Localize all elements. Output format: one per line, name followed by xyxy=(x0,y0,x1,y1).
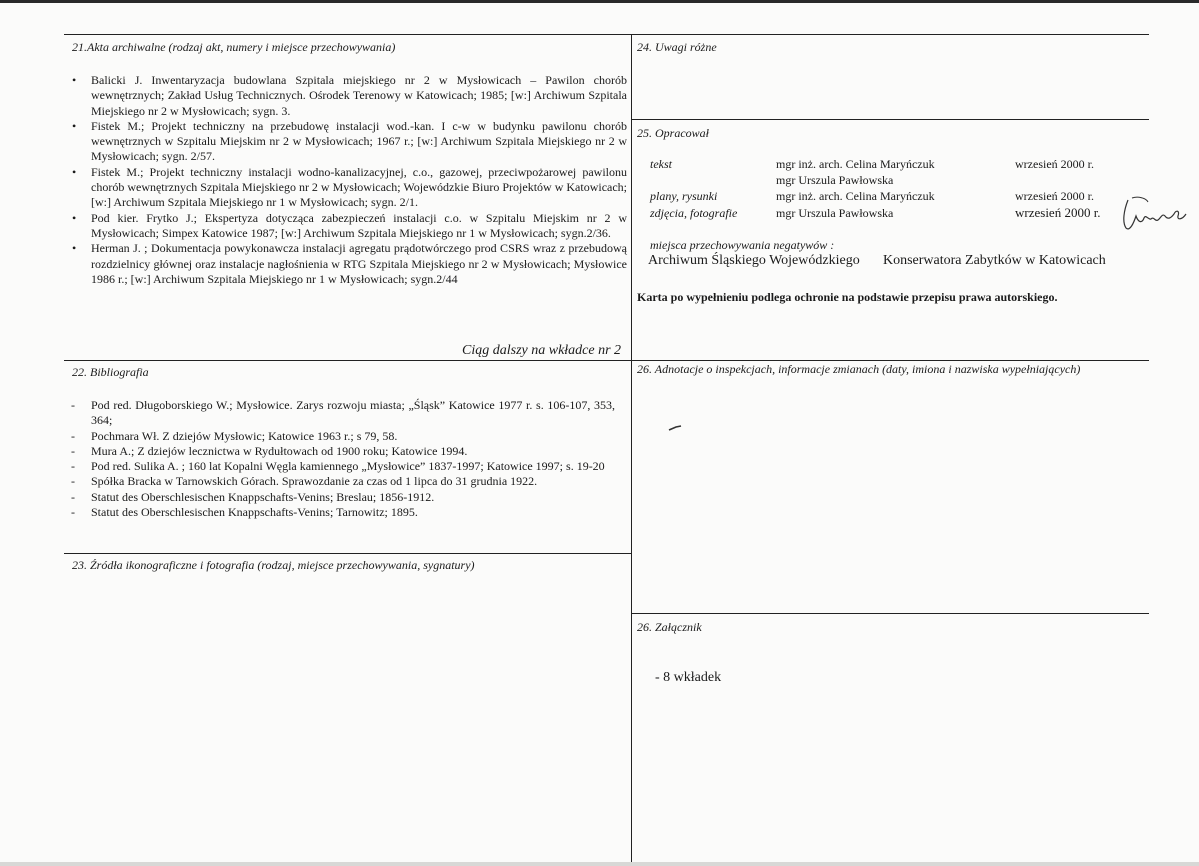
list-item: - Pochmara Wł. Z dziejów Mysłowic; Katowice 1963 r.; s 79, 58. xyxy=(63,429,627,444)
author-row-date: wrzesień 2000 r. xyxy=(1015,157,1094,171)
top-rule xyxy=(64,34,1149,35)
list-item: - Mura A.; Z dziejów lecznictwa w Rydułtowach od 1900 roku; Katowice 1994. xyxy=(63,444,627,459)
author-row-name: mgr Urszula Pawłowska xyxy=(776,173,894,187)
section-21-title: 21.Akta archiwalne (rodzaj akt, numery i miejsce przechowywania) xyxy=(72,40,396,54)
rule-26a-26b xyxy=(631,613,1149,614)
list-item: • Fistek M.; Projekt techniczny instalacji wodno-kanalizacyjnej, c.o., gazowej, przeciwpożarowej pawilonu chorób wewnętrznych Szpitala Miejskiego nr 2 w Mysłowicach; Wojewódzkie Biuro Projektów w Katowicach; [w:] Archiwum Szpitala Miejskiego nr 1 w Mysłowicach; sygn. 2/1. xyxy=(63,165,627,211)
rule-24-25 xyxy=(631,119,1149,120)
copyright-note: Karta po wypełnieniu podlega ochronie na podstawie przepisu prawa autorskiego. xyxy=(637,290,1058,304)
attachment-count: - 8 wkładek xyxy=(655,670,722,685)
author-row-label: tekst xyxy=(650,157,672,171)
page-top-edge xyxy=(0,0,1199,3)
author-row-label: zdjęcia, fotografie xyxy=(650,206,738,220)
rule-21-22 xyxy=(64,360,1149,361)
section-26-attachment-title: 26. Załącznik xyxy=(637,620,702,634)
list-item: - Spółka Bracka w Tarnowskich Górach. Sprawozdanie za czas od 1 lipca do 31 grudnia 1922. xyxy=(63,474,627,489)
author-row-name: mgr inż. arch. Celina Maryńczuk xyxy=(776,157,935,171)
list-item: - Statut des Oberschlesischen Knappschafts-Venins; Breslau; 1856-1912. xyxy=(63,490,627,505)
continued-note: Ciąg dalszy na wkładce nr 2 xyxy=(462,343,622,358)
list-item: • Herman J. ; Dokumentacja powykonawcza instalacji agregatu prądotwórczego prod CSRS wraz z przebudową rozdzielnicy głównej oraz instalacje nagłośnienia w RTG Szpitala Miejskiego nr 2 w Mysłowicach; Mysłowice 1986 r.; [w:] Archiwum Szpitala Miejskiego nr 1 w Mysłowicach; sygn.2/44 xyxy=(63,241,627,287)
author-row-name: mgr Urszula Pawłowska xyxy=(776,206,894,220)
author-row-label: plany, rysunki xyxy=(650,189,718,203)
section-26-annotations-title: 26. Adnotacje o inspekcjach, informacje zmianach (daty, imiona i nazwiska wypełniających) xyxy=(637,362,1081,376)
section-23-title: 23. Źródła ikonograficzne i fotografia (rodzaj, miejsce przechowywania, sygnatury) xyxy=(72,558,475,572)
rule-22-23 xyxy=(64,553,632,554)
section-21-list xyxy=(63,73,627,287)
section-22-list xyxy=(63,398,627,520)
author-row-date: wrzesień 2000 r. xyxy=(1015,189,1094,203)
ink-mark xyxy=(668,424,682,432)
column-divider xyxy=(631,34,632,862)
list-item: • Balicki J. Inwentaryzacja budowlana Szpitala miejskiego nr 2 w Mysłowicach – Pawilon chorób wewnętrznych; Zakład Usług Technicznych. Ośrodek Terenowy w Katowicach; 1985; [w:] Archiwum Szpitala Miejskiego nr 2 w Mysłowicach; sygn. 3. xyxy=(63,73,627,119)
archive-name-left: Archiwum Śląskiego Wojewódzkiego xyxy=(648,253,860,268)
section-24-title: 24. Uwagi różne xyxy=(637,40,717,54)
author-row-date: wrzesień 2000 r. xyxy=(1015,205,1101,220)
list-item: • Pod kier. Frytko J.; Ekspertyza dotycząca zabezpieczeń instalacji c.o. w Szpitalu Miejskim nr 2 w Mysłowicach; Simpex Katowice 1987; [w:] Archiwum Szpitala Miejskiego nr 1 w Mysłowicach; sygn.2/36. xyxy=(63,211,627,242)
negatives-label: miejsca przechowywania negatywów : xyxy=(650,238,835,252)
handwritten-signature xyxy=(1118,192,1192,234)
archive-name-right: Konserwatora Zabytków w Katowicach xyxy=(883,253,1106,268)
section-22-title: 22. Bibliografia xyxy=(72,365,149,379)
section-25-title: 25. Opracował xyxy=(637,126,709,140)
list-item: • Fistek M.; Projekt techniczny na przebudowę instalacji wod.-kan. I c-w w budynku pawilonu chorób wewnętrznych w Szpitalu Miejskim nr 2 w Mysłowicach; 1967 r.; [w:] Archiwum Szpitala Miejskiego nr 2 w Mysłowicach; sygn. 2/57. xyxy=(63,119,627,165)
list-item: - Pod red. Sulika A. ; 160 lat Kopalni Węgla kamiennego „Mysłowice” 1837-1997; Katowice 1997; s. 19-20 xyxy=(63,459,627,474)
list-item: - Pod red. Długoborskiego W.; Mysłowice. Zarys rozwoju miasta; „Śląsk” Katowice 1977 r. s. 106-107, 353, 364; xyxy=(63,398,627,429)
page-bottom-edge xyxy=(0,862,1199,866)
list-item: - Statut des Oberschlesischen Knappschafts-Venins; Tarnowitz; 1895. xyxy=(63,505,627,520)
author-row-name: mgr inż. arch. Celina Maryńczuk xyxy=(776,189,935,203)
